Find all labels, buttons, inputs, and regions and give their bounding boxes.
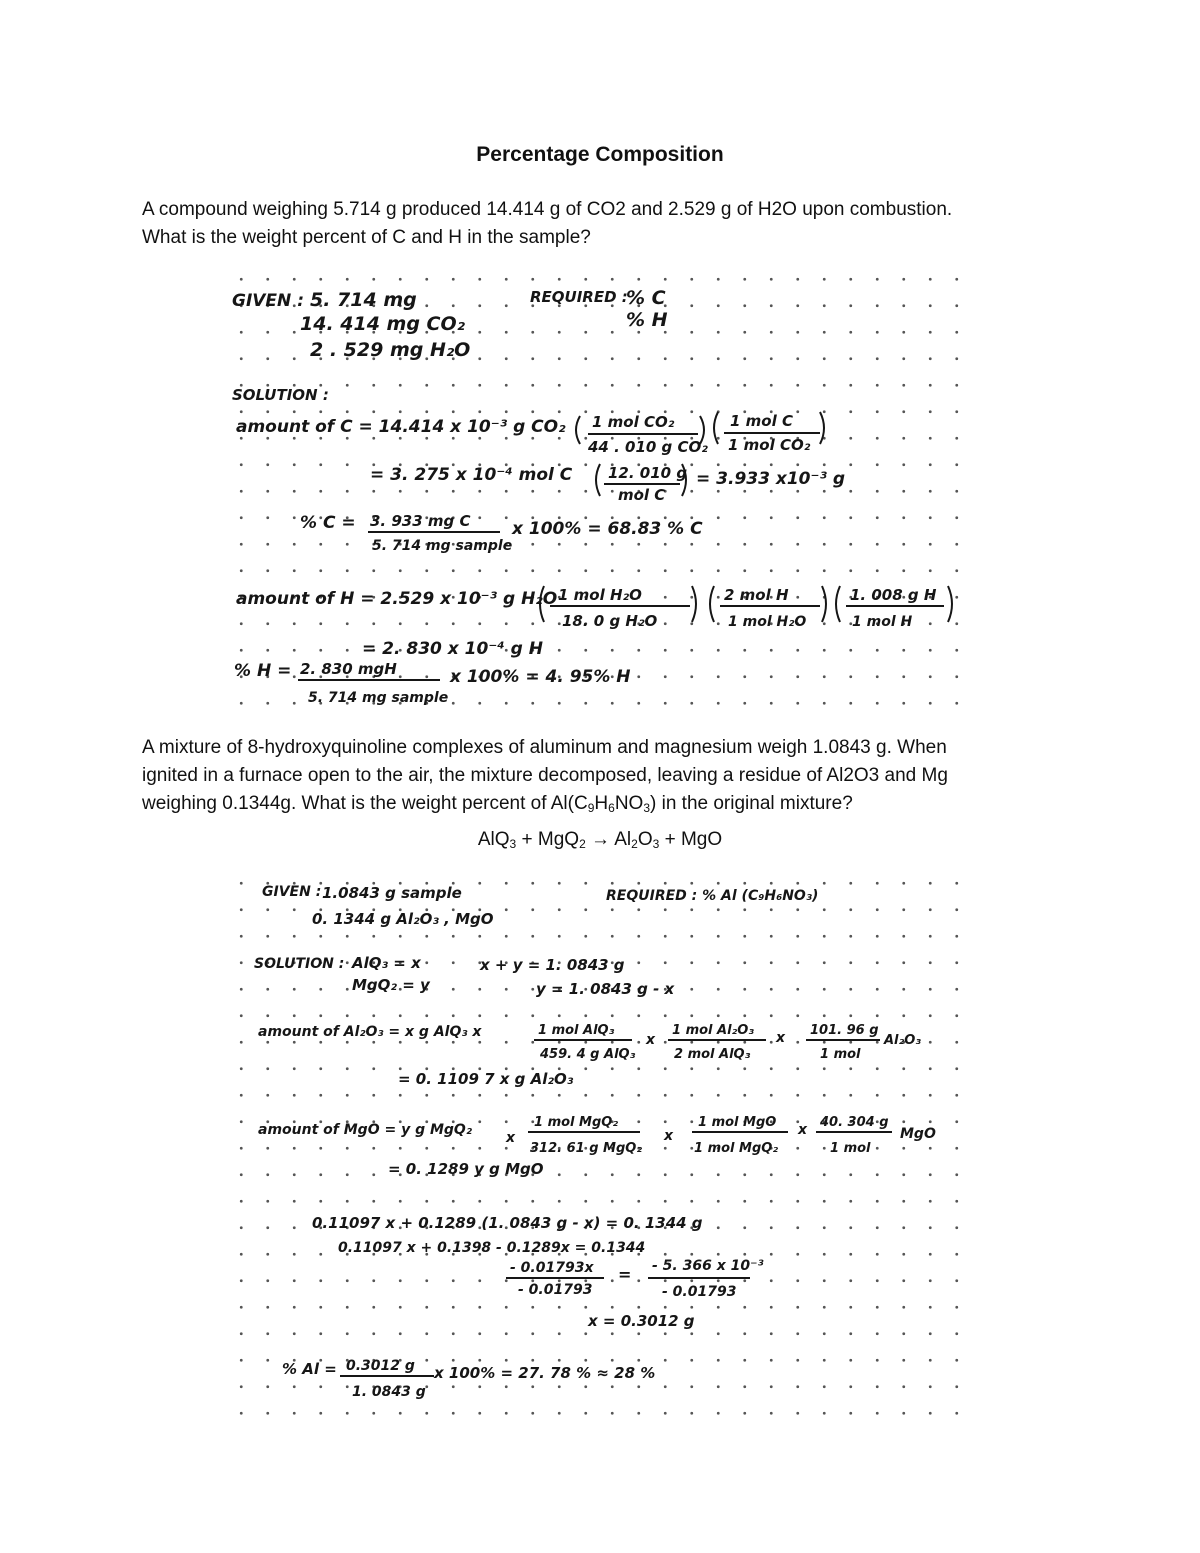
percent-h-label: % H = bbox=[234, 661, 292, 681]
hydrogen-fraction-2-den: 1 mol H₂O bbox=[728, 614, 807, 630]
coefficient-rden: - 0.01793 bbox=[662, 1284, 737, 1300]
percent-h-result: x 100% = 4. 95% H bbox=[450, 667, 631, 687]
page-title: Percentage Composition bbox=[476, 143, 724, 166]
bracket bbox=[820, 412, 824, 444]
given-label: GIVEN : bbox=[262, 884, 322, 900]
percent-c-den: 5. 714 mg sample bbox=[372, 538, 513, 554]
percent-al-label: % Al = bbox=[282, 1360, 337, 1378]
problem-2-line-3: weighing 0.1344g. What is the weight percent of $Al(C_9H_6NO_3)$ in the original mixture? bbox=[142, 793, 853, 815]
percent-h-den: 5. 714 mg sample bbox=[308, 690, 449, 706]
coefficient-rnum: - 5. 366 x 10⁻³ bbox=[652, 1258, 764, 1274]
percent-al-num: 0.3012 g bbox=[346, 1358, 415, 1374]
al-fraction-2-den: 2 mol AlQ₃ bbox=[674, 1047, 751, 1062]
carbon-line-2: = 3. 275 x 10⁻⁴ mol C bbox=[370, 465, 573, 485]
problem-2-line-1: A mixture of 8-hydroxyquinoline complexes of aluminum and magnesium weigh 1.0843 g. When bbox=[142, 737, 947, 758]
carbon-mass-result: = 3.933 x10⁻³ g bbox=[696, 469, 845, 489]
percent-c-num: 3. 933 mg C bbox=[370, 512, 471, 530]
required-2: % H bbox=[626, 309, 668, 331]
equation-2: y = 1. 0843 g - x bbox=[536, 980, 675, 998]
solution-x: AlQ₃ = x bbox=[352, 954, 421, 972]
mg-times: x bbox=[506, 1130, 516, 1146]
hydrogen-fraction-1-num: 1 mol H₂O bbox=[558, 586, 642, 604]
hydrogen-line-2: = 2. 830 x 10⁻⁴ g H bbox=[362, 639, 543, 659]
mg-fraction-3-num: 40. 304 g bbox=[820, 1115, 889, 1130]
mg-fraction-3-den: 1 mol bbox=[830, 1141, 871, 1156]
percent-c-result: x 100% = 68.83 % C bbox=[512, 519, 703, 539]
carbon-fraction-1-num: 1 mol CO₂ bbox=[592, 413, 675, 431]
al-fraction-2-num: 1 mol Al₂O₃ bbox=[672, 1023, 754, 1038]
bracket bbox=[576, 416, 580, 444]
bracket bbox=[714, 412, 718, 444]
solution-label: SOLUTION : bbox=[232, 386, 329, 404]
mg-unit: MgO bbox=[900, 1126, 936, 1142]
given-2: 14. 414 mg CO₂ bbox=[300, 313, 465, 335]
carbon-fraction-2-num: 1 mol C bbox=[730, 412, 793, 430]
al-times-2: x bbox=[776, 1030, 786, 1046]
hydrogen-fraction-3-den: 1 mol H bbox=[852, 614, 913, 630]
mg-times-3: x bbox=[798, 1122, 808, 1138]
given-1: 1.0843 g sample bbox=[322, 884, 462, 902]
bracket bbox=[836, 586, 840, 622]
bracket bbox=[822, 586, 826, 622]
solution-y: MgQ₂ = y bbox=[352, 976, 430, 994]
solution-label: SOLUTION : bbox=[254, 956, 345, 972]
percent-al-result: x 100% = 27. 78 % ≈ 28 % bbox=[434, 1364, 656, 1382]
coefficient-den: - 0.01793 bbox=[518, 1282, 593, 1298]
coefficient-num: - 0.01793x bbox=[510, 1260, 594, 1276]
mg-fraction-2-den: 1 mol MgQ₂ bbox=[694, 1141, 779, 1156]
given-3: 2 . 529 mg H₂O bbox=[310, 339, 471, 361]
carbon-fraction-3-num: 12. 010 g bbox=[608, 464, 688, 482]
problem-2-line-2: ignited in a furnace open to the air, the mixture decomposed, leaving a residue of Al2O3 and Mg bbox=[142, 765, 948, 786]
hydrogen-fraction-2-num: 2 mol H bbox=[724, 586, 789, 604]
al-fraction-3-num: 101. 96 g bbox=[810, 1023, 879, 1038]
worksheet-1-handwriting bbox=[228, 266, 980, 714]
al-fraction-3-den: 1 mol bbox=[820, 1047, 861, 1062]
bracket bbox=[596, 464, 600, 496]
combined-equation: 0.11097 x + 0.1289 (1. 0843 g - x) = 0. 1344 g bbox=[312, 1214, 703, 1232]
problem-2-statement bbox=[142, 734, 1072, 818]
carbon-line-1: amount of C = 14.414 x 10⁻³ g CO₂ bbox=[236, 417, 566, 437]
given-label: GIVEN : bbox=[232, 291, 304, 311]
given-1: 5. 714 mg bbox=[310, 289, 417, 311]
required: REQUIRED : % Al (C₉H₆NO₃) bbox=[606, 888, 819, 904]
al-fraction-1-den: 459. 4 g AlQ₃ bbox=[540, 1047, 636, 1062]
carbon-fraction-3-den: mol C bbox=[618, 486, 666, 504]
coefficient-equals: = bbox=[618, 1265, 632, 1284]
required-label: REQUIRED : bbox=[530, 288, 628, 306]
percent-c-label: % C = bbox=[300, 513, 356, 533]
al2o3-line: amount of Al₂O₃ = x g AlQ₃ x bbox=[258, 1024, 482, 1040]
mg-fraction-1-den: 312. 61 g MgQ₂ bbox=[530, 1141, 643, 1156]
mg-fraction-1-num: 1 mol MgQ₂ bbox=[534, 1115, 619, 1130]
worksheet-2 bbox=[228, 870, 980, 1420]
percent-al-den: 1. 0843 g bbox=[352, 1384, 426, 1400]
mgo-line: amount of MgO = y g MgQ₂ bbox=[258, 1122, 472, 1138]
bracket bbox=[692, 586, 696, 622]
expanded-equation: 0.11097 x + 0.1398 - 0.1289x = 0.1344 bbox=[338, 1240, 646, 1256]
bracket bbox=[710, 586, 714, 622]
x-value: x = 0.3012 g bbox=[588, 1312, 695, 1330]
percent-h-num: 2. 830 mgH bbox=[300, 660, 397, 678]
hydrogen-line-1: amount of H = 2.529 x 10⁻³ g H₂O bbox=[236, 589, 558, 609]
hydrogen-fraction-1-den: 18. 0 g H₂O bbox=[562, 612, 658, 630]
problem-1-line-2: What is the weight percent of C and H in the sample? bbox=[142, 227, 591, 248]
worksheet-1 bbox=[228, 266, 980, 714]
mgo-result: = 0. 1289 y g MgO bbox=[388, 1160, 544, 1178]
problem-1-line-1: A compound weighing 5.714 g produced 14.414 g of CO2 and 2.529 g of H2O upon combustion. bbox=[142, 199, 953, 220]
worksheet-2-handwriting bbox=[228, 870, 980, 1420]
equation-1: x + y = 1. 0843 g bbox=[480, 956, 625, 974]
carbon-fraction-1-den: 44 . 010 g CO₂ bbox=[588, 438, 708, 456]
given-2: 0. 1344 g Al₂O₃ , MgO bbox=[312, 910, 494, 928]
problem-1-statement bbox=[142, 196, 1072, 252]
mg-fraction-2-num: 1 mol MgO bbox=[698, 1115, 777, 1130]
al2o3-result: = 0. 1109 7 x g Al₂O₃ bbox=[398, 1070, 574, 1088]
al-unit: Al₂O₃ bbox=[884, 1033, 921, 1048]
bracket bbox=[948, 586, 952, 622]
al-fraction-1-num: 1 mol AlQ₃ bbox=[538, 1023, 615, 1038]
mg-times-2: x bbox=[664, 1128, 674, 1144]
required-1: % C bbox=[626, 287, 666, 309]
carbon-fraction-2-den: 1 mol CO₂ bbox=[728, 436, 811, 454]
hydrogen-fraction-3-num: 1. 008 g H bbox=[850, 586, 937, 604]
reaction-equation: $AlQ_3 + MgQ_2 \to Al_2O_3$ + MgO bbox=[477, 829, 723, 851]
al-times: x bbox=[646, 1032, 656, 1048]
